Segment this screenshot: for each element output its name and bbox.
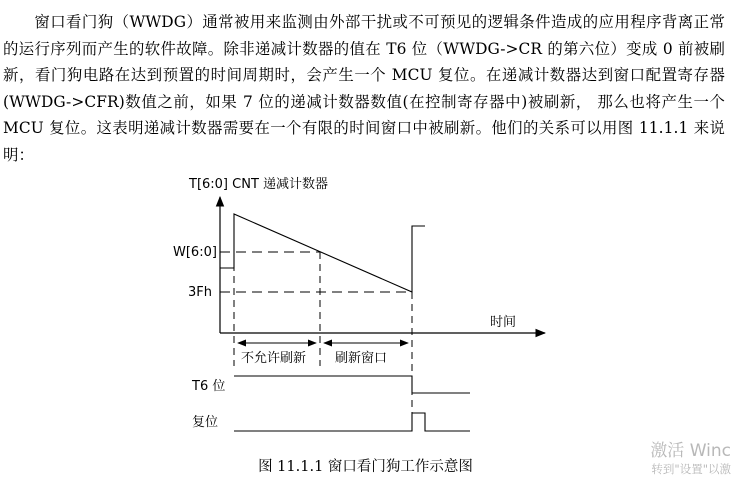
activation-watermark-hint: 转到"设置"以激: [651, 462, 731, 476]
t6-signal-label: T6 位: [192, 379, 226, 394]
paragraph-line-1: 窗口看门狗（WWDG）通常被用来监测由外部干扰或不可预见的逻辑条件造成的应用程序: [34, 13, 662, 31]
activation-watermark-title: 激活 Winc: [650, 441, 731, 461]
region-not-allowed-label: 不允许刷新: [241, 351, 307, 366]
reset-signal-label: 复位: [192, 415, 219, 430]
paragraph-line-4: 器达到窗口配置寄存器(WWDG->CFR)数值之前，如果 7 位的递减计数器数值(在控制寄存器中): [3, 66, 725, 111]
t6-waveform: [234, 376, 470, 393]
paragraph-line-3: 变成 0 前被刷新，看门狗电路在达到预置的时间周期时，会产生一个 MCU 复位。在递减计数: [3, 39, 725, 85]
reset-waveform: [234, 413, 470, 431]
figure-caption: 图 11.1.1 窗口看门狗工作示意图: [258, 459, 473, 475]
counter-waveform: [220, 214, 425, 292]
x-axis-label: 时间: [490, 315, 517, 330]
paragraph-line-2: 背离正常的运行序列而产生的软件故障。除非递减计数器的值在 T6 位（WWDG->CR 的第六位）: [3, 13, 725, 58]
window-level-label: W[6:0]: [173, 245, 217, 260]
y-axis-label: T[6:0] CNT 递减计数器: [189, 177, 329, 192]
paragraph-line-5: 被刷新， 那么也将产生一个 MCU 复位。这表明递减计数器需要在一个有限的时间窗口中被刷: [3, 92, 725, 138]
region-refresh-window-label: 刷新窗口: [335, 351, 388, 366]
min-level-label: 3Fh: [188, 285, 212, 300]
paragraph-line-6: 新。他们的关系可以用图 11.1.1 来说明：: [3, 119, 725, 164]
